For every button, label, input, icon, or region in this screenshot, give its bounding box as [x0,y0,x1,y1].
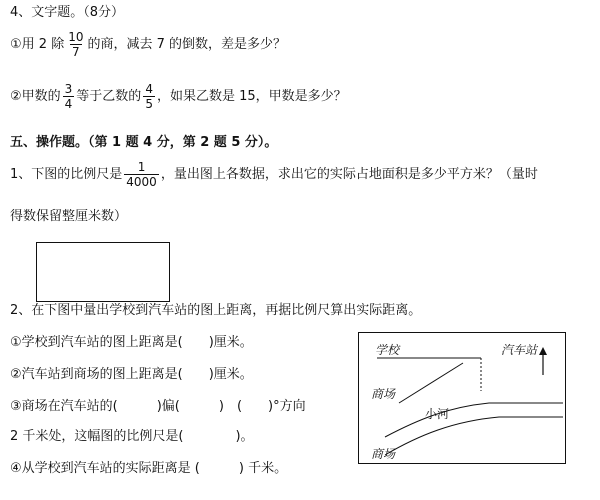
fraction-4-5 [143,82,155,111]
fraction-numerator: 10 [68,30,84,44]
fraction-10-7 [66,30,85,59]
section5-q1 [10,160,538,189]
s5q1-prefix: 1、下图的比例尺是 [10,167,123,182]
q2-item1: ①学校到汽车站的图上距离是( )厘米。 [10,335,253,350]
fraction-1-4000 [124,160,159,189]
label-river: 小河 [425,407,450,421]
map-diagram [358,332,566,464]
fraction-numerator: 1 [137,160,146,174]
measurement-rectangle [36,242,170,302]
section5-q2-title: 2、在下图中量出学校到汽车站的图上距离，再据比例尺算出实际距离。 [10,303,422,318]
q2-item3-cont: 2 千米处，这幅图的比例尺是( )。 [10,429,254,444]
q1-prefix: ①用 2 除 [10,37,65,52]
q2-item3: ③商场在汽车站的( )偏( ) ( )°方向 [10,399,306,414]
fraction-numerator: 3 [64,82,73,96]
section4-q1 [10,30,286,59]
label-bottom: 商场 [371,447,396,461]
q2-item4: ④从学校到汽车站的实际距离是 ( ) 千米。 [10,461,288,476]
fraction-3-4 [63,82,75,111]
road-line [399,363,463,403]
fraction-denominator: 4000 [126,175,157,189]
fraction-denominator: 4 [64,97,73,111]
north-arrow-icon [539,347,547,355]
label-school: 学校 [375,343,400,357]
fraction-denominator: 5 [145,97,153,111]
q2-prefix: ②甲数的 [10,89,61,104]
label-station: 汽车站 [501,343,538,357]
q1-suffix: 的商，减去 7 的倒数，差是多少？ [87,37,287,52]
q2-suffix: ，如果乙数是 15，甲数是多少？ [156,89,347,104]
q2-middle: 等于乙数的 [76,89,142,104]
label-mall: 商场 [371,387,396,401]
section5-q1-cont: 得数保留整厘米数） [10,209,128,224]
section4-title: 4、文字题。（8分） [10,5,125,20]
fraction-numerator: 4 [145,82,153,96]
fraction-denominator: 7 [72,45,80,59]
s5q1-suffix: ，量出图上各数据，求出它的实际占地面积是多少平方米？（量时 [160,167,538,182]
river-bank-bottom [385,417,563,455]
section4-q2 [10,82,347,111]
q2-item2: ②汽车站到商场的图上距离是( )厘米。 [10,367,253,382]
section5-title: 五、操作题。（第 1 题 4 分，第 2 题 5 分）。 [10,135,278,150]
